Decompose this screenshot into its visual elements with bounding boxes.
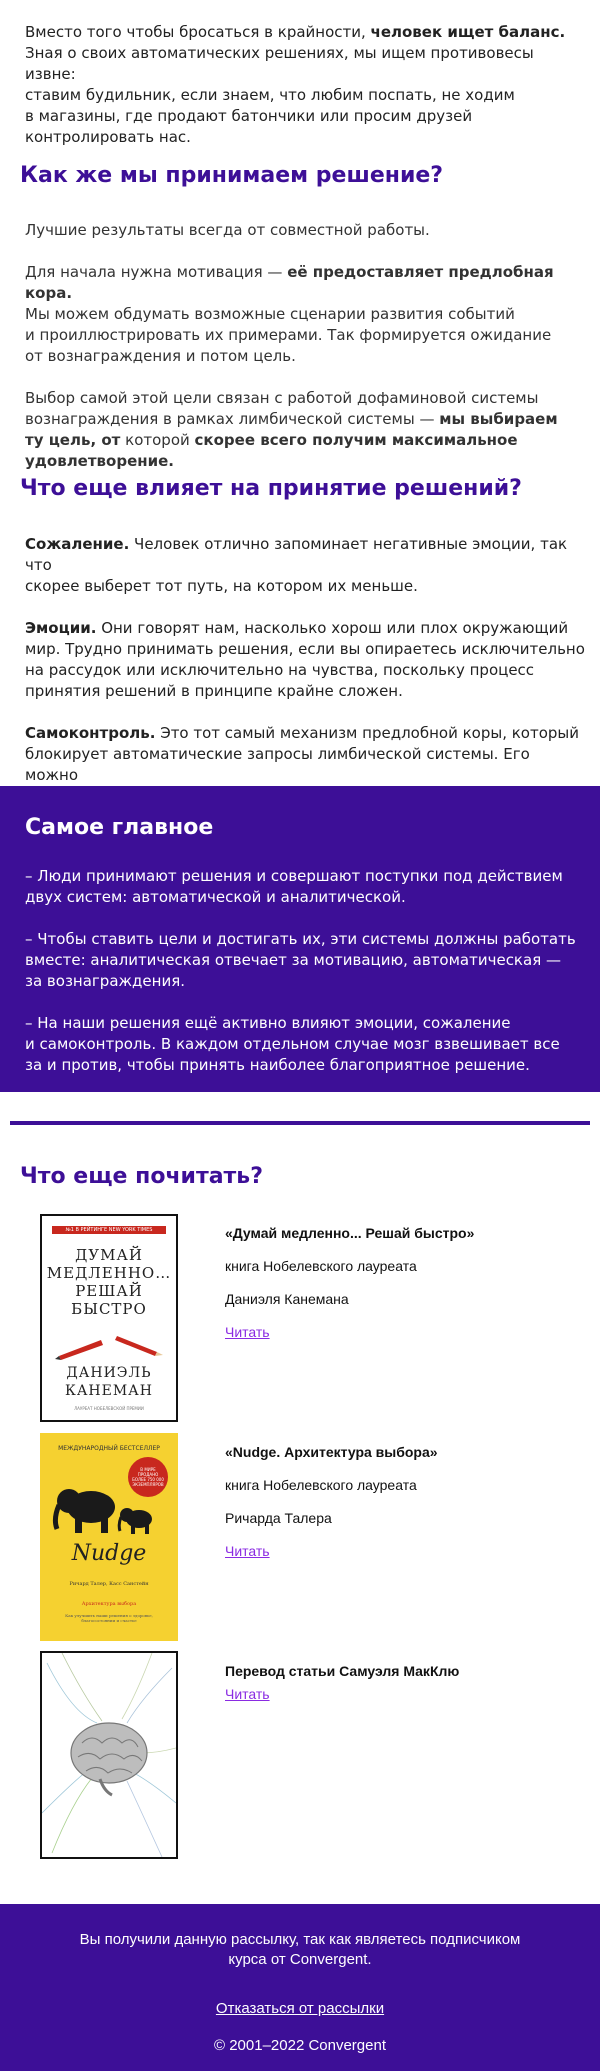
cover-authors: Ричард Талер, Касс Санстейн bbox=[69, 1581, 149, 1587]
summary-point-2: – Чтобы ставить цели и достигать их, эти системы должны работать вместе: аналитическая отвечает за мотивацию, автоматическая — за вознаграждения. bbox=[25, 930, 576, 990]
book-author: Ричарда Талера bbox=[225, 1510, 332, 1526]
cover-subtitle-2: Как улучшить наши решения о здоровье, благосостоянии и счастье bbox=[65, 1613, 153, 1623]
cover-title: ДУМАЙ МЕДЛЕННО… РЕШАЙ БЫСТРО bbox=[46, 1246, 172, 1318]
book-title: «Nudge. Архитектура выбора» bbox=[225, 1444, 438, 1460]
book-title: «Думай медленно... Решай быстро» bbox=[225, 1225, 475, 1241]
section-heading-decision: Как же мы принимаем решение? bbox=[20, 163, 444, 188]
cover-title: Nudge bbox=[71, 1541, 147, 1566]
summary-block bbox=[0, 786, 600, 1092]
brain-icon bbox=[42, 1653, 176, 1857]
footer-notice: Вы получили данную рассылку, так как являетесь подписчиком курса от Convergent. bbox=[79, 1931, 521, 1968]
unsubscribe-link[interactable]: Отказаться от рассылки bbox=[215, 2000, 385, 2017]
cover-banner: МЕЖДУНАРОДНЫЙ БЕСТСЕЛЛЕР bbox=[58, 1445, 160, 1452]
book-subtitle: книга Нобелевского лауреата bbox=[225, 1477, 417, 1493]
book-author: Даниэля Канемана bbox=[225, 1291, 349, 1307]
paragraph-dopamine: Выбор самой этой цели связан с работой дофаминовой системы вознаграждения в рамках лимбической системы — мы выбираем ту цель, от которой скорее всего получим максимальное удовлетворение. bbox=[25, 389, 558, 470]
item-emotions: Эмоции. Они говорят нам, насколько хорош или плох окружающий мир. Трудно принимать решения, если вы опираетесь исключительно на рассудок или исключительно на чувства, поскольку процесс принятия решений в принципе крайне сложен. bbox=[25, 619, 585, 700]
section-influence-body bbox=[25, 534, 585, 807]
summary-point-1: – Люди принимают решения и совершают поступки под действием двух систем: автоматической и аналитической. bbox=[25, 867, 563, 906]
read-link-article[interactable]: Читать bbox=[225, 1686, 270, 1702]
article-info-mcclue bbox=[225, 1662, 585, 1703]
elephant-icon bbox=[49, 1479, 169, 1539]
summary-heading: Самое главное bbox=[25, 815, 214, 840]
article-title: Перевод статьи Самуэля МакКлю bbox=[225, 1663, 460, 1679]
article-cover-brain[interactable] bbox=[40, 1651, 178, 1859]
cover-author: ДАНИЭЛЬ КАНЕМАН bbox=[64, 1365, 153, 1399]
cover-footnote: ЛАУРЕАТ НОБЕЛЕВСКОЙ ПРЕМИИ bbox=[74, 1406, 144, 1411]
paragraph-teamwork: Лучшие результаты всегда от совместной работы. bbox=[25, 221, 430, 239]
item-regret: Сожаление. Человек отлично запоминает негативные эмоции, так что скорее выберет тот путь, на котором их меньше. bbox=[25, 535, 568, 595]
book-subtitle: книга Нобелевского лауреата bbox=[225, 1258, 417, 1274]
section-decision-body bbox=[25, 220, 585, 472]
intro-paragraph: Вместо того чтобы бросаться в крайности, человек ищет баланс. Зная о своих автоматических решениях, мы ищем противовесы извне: ставим будильник, если знаем, что любим поспать, не ходим в магазины, где продают батончики или просим друзей контролировать нас. bbox=[25, 23, 566, 146]
read-link-nudge[interactable]: Читать bbox=[225, 1543, 270, 1559]
cover-subtitle: Архитектура выбора bbox=[81, 1601, 137, 1607]
section-heading-influence: Что еще влияет на принятие решений? bbox=[20, 476, 522, 501]
section-divider bbox=[10, 1121, 590, 1125]
item-self-control: Самоконтроль. Это тот самый механизм предлобной коры, который блокирует автоматические запросы лимбической системы. Его можно bbox=[25, 724, 579, 784]
footer bbox=[0, 1904, 600, 2071]
summary-point-3: – На наши решения ещё активно влияют эмоции, сожаление и самоконтроль. В каждом отдельном случае мозг взвешивает все за и против, чтобы принять наиболее благоприятное решение. bbox=[25, 1014, 560, 1074]
book-info-nudge bbox=[225, 1443, 585, 1560]
paragraph-motivation: Для начала нужна мотивация — её предоставляет предлобная кора. Мы можем обдумать возможные сценарии развития событий и проиллюстрировать их примерами. Так формируется ожидание от вознаграждения и потом цель. bbox=[25, 263, 554, 365]
intro-block bbox=[25, 22, 585, 148]
copyright: © 2001–2022 Convergent bbox=[213, 2037, 387, 2054]
book-cover-kahneman[interactable] bbox=[40, 1214, 178, 1422]
cover-badge: В МИРЕ ПРОДАНО БОЛЕЕ 750 000 ЭКЗЕМПЛЯРОВ bbox=[128, 1457, 168, 1497]
summary-list bbox=[25, 866, 585, 1076]
book-cover-nudge[interactable] bbox=[40, 1433, 178, 1641]
book-info-kahneman bbox=[225, 1224, 585, 1341]
cover-banner: №1 В РЕЙТИНГЕ NEW YORK TIMES bbox=[52, 1226, 166, 1234]
read-link-kahneman[interactable]: Читать bbox=[225, 1324, 270, 1340]
reading-heading: Что еще почитать? bbox=[20, 1164, 263, 1189]
broken-pencil-icon bbox=[49, 1322, 169, 1362]
